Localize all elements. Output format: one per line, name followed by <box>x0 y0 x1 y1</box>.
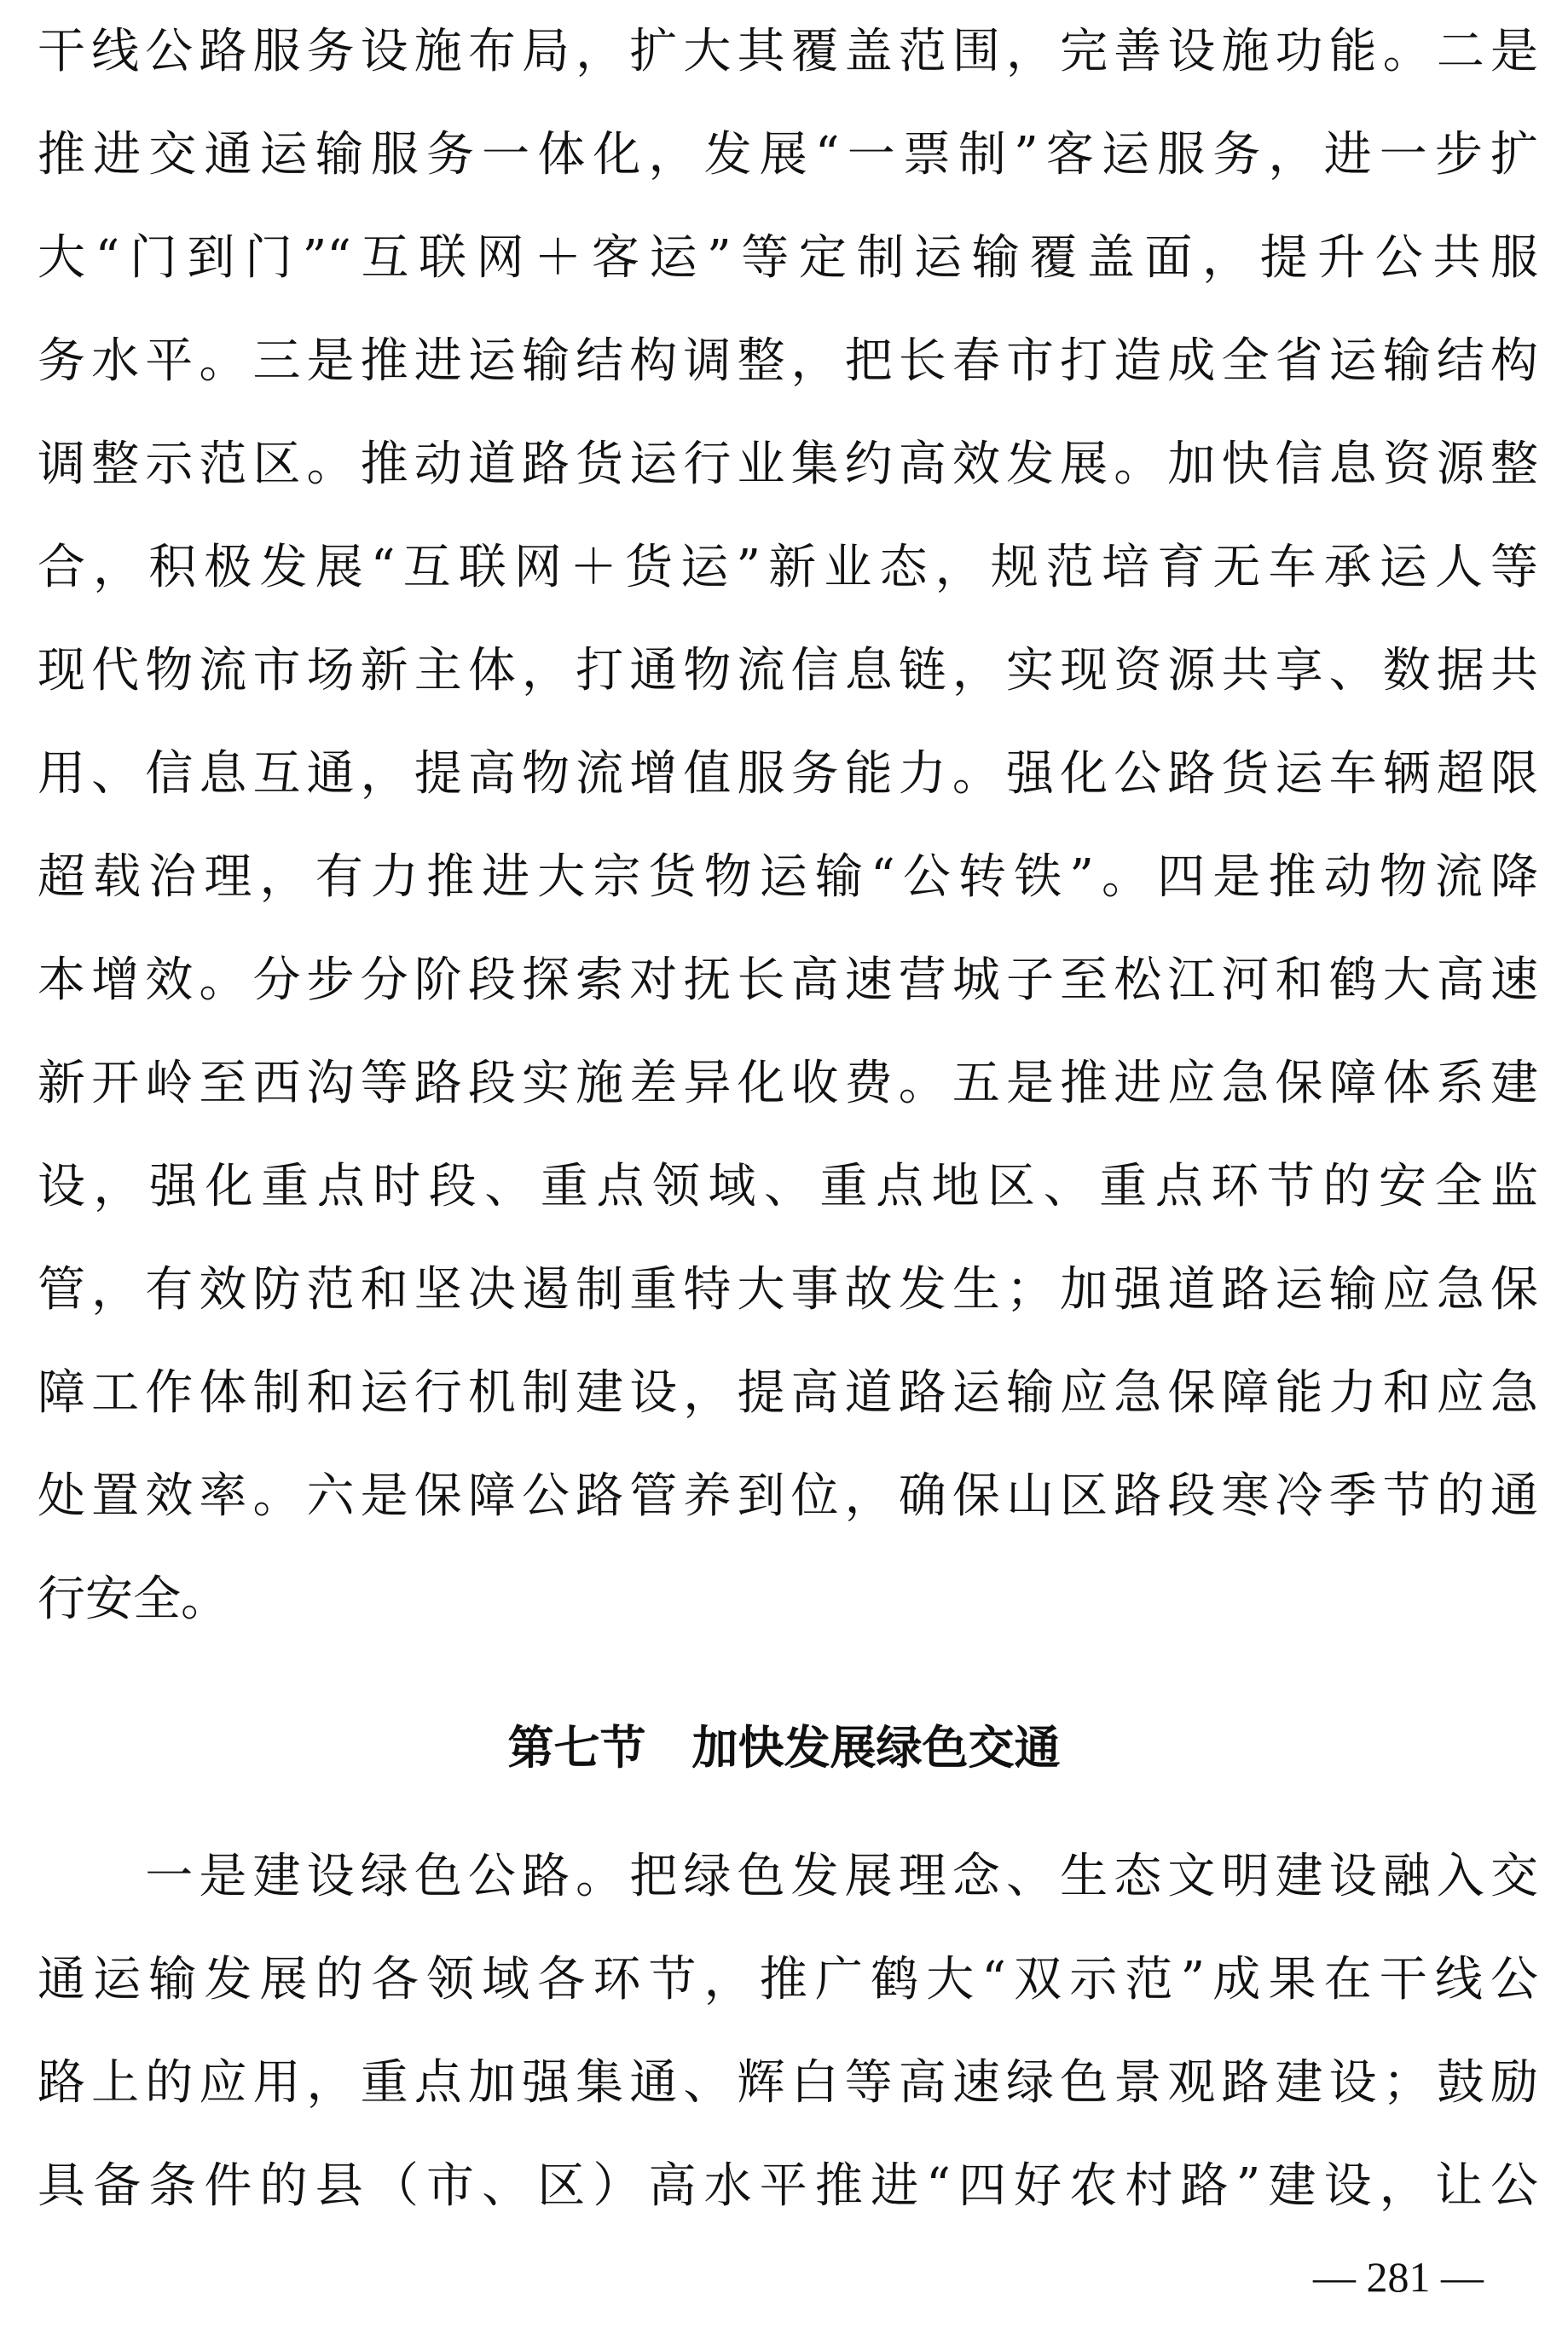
paragraph-line: 调整示范区。推动道路货运行业集约高效发展。加快信息资源整 <box>38 437 1538 492</box>
paragraph-line: 具备条件的县（市、区）高水平推进“四好农村路”建设，让公 <box>38 2158 1538 2214</box>
paragraph-line: 通运输发展的各领域各环节，推广鹤大“双示范”成果在干线公 <box>38 1952 1538 2007</box>
paragraph-line: 干线公路服务设施布局，扩大其覆盖范围，完善设施功能。二是 <box>38 24 1538 79</box>
paragraph-line: 现代物流市场新主体，打通物流信息链，实现资源共享、数据共 <box>38 643 1538 698</box>
paragraph-line: 务水平。三是推进运输结构调整，把长春市打造成全省运输结构 <box>38 333 1538 389</box>
paragraph-line: 推进交通运输服务一体化，发展“一票制”客运服务，进一步扩 <box>38 127 1538 182</box>
paragraph-line: 合，积极发展“互联网＋货运”新业态，规范培育无车承运人等 <box>38 540 1538 595</box>
paragraph-line: 障工作体制和运行机制建设，提高道路运输应急保障能力和应急 <box>38 1365 1538 1421</box>
paragraph-line: 管，有效防范和坚决遏制重特大事故发生；加强道路运输应急保 <box>38 1262 1538 1318</box>
section-heading: 第七节 加快发展绿色交通 <box>507 1721 1061 1775</box>
paragraph-line: 本增效。分步分阶段探索对抚长高速营城子至松江河和鹤大高速 <box>38 953 1538 1008</box>
paragraph-line: 用、信息互通，提高物流增值服务能力。强化公路货运车辆超限 <box>38 746 1538 802</box>
paragraph-line: 一是建设绿色公路。把绿色发展理念、生态文明建设融入交 <box>38 1849 1538 1904</box>
paragraph-line: 行安全。 <box>38 1572 229 1627</box>
paragraph-line: 处置效率。六是保障公路管养到位，确保山区路段寒冷季节的通 <box>38 1468 1538 1524</box>
paragraph-line: 路上的应用，重点加强集通、辉白等高速绿色景观路建设；鼓励 <box>38 2055 1538 2111</box>
paragraph-line: 超载治理，有力推进大宗货物运输“公转铁”。四是推动物流降 <box>38 849 1538 905</box>
paragraph-2 <box>38 1825 1538 2238</box>
page-number: — 281 — <box>1313 2253 1484 2301</box>
paragraph-1 <box>38 0 1538 1651</box>
paragraph-line: 新开岭至西沟等路段实施差异化收费。五是推进应急保障体系建 <box>38 1056 1538 1111</box>
paragraph-line: 大“门到门”“互联网＋客运”等定制运输覆盖面，提升公共服 <box>38 230 1538 286</box>
paragraph-line: 设，强化重点时段、重点领域、重点地区、重点环节的安全监 <box>38 1159 1538 1214</box>
